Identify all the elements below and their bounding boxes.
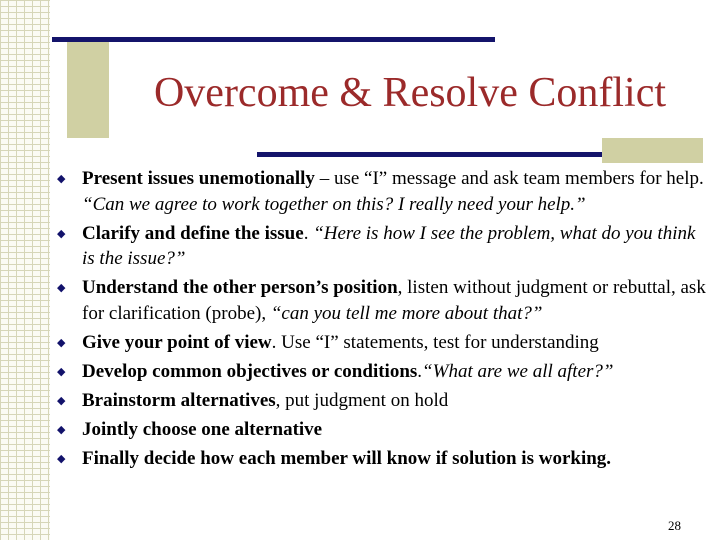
bullet-bold-text: Give your point of view [82,331,272,353]
page-number: 28 [668,518,681,533]
bullet-italic-text: “can you tell me more about that?” [270,302,543,324]
bullet-item [52,417,712,443]
bullet-bold-text: Jointly choose one alternative [82,418,323,440]
bullet-bold-text: Present issues unemotionally [82,168,315,189]
top-rule-line [52,37,495,42]
bullet-list [52,166,712,475]
bullet-text: , listen without judgment or rebuttal, ask for clarification (probe), [82,277,706,324]
bullet-item [52,221,712,272]
diamond-bullet-icon: ◆ [57,452,66,465]
bullet-text: . [417,360,423,382]
bullet-item [52,166,712,217]
bullet-bold-text: Clarify and define the issue [82,222,304,244]
diamond-bullet-icon: ◆ [57,365,66,378]
bullet-bold-text: Brainstorm alternatives [82,389,276,411]
bullet-bold-text: Develop common objectives or conditions [82,360,418,382]
bullet-italic-text: “What are we all after?” [422,360,614,382]
bullet-italic-text: “Here is how I see the problem, what do you think is the issue?” [82,222,696,269]
diamond-bullet-icon: ◆ [57,423,66,436]
diamond-bullet-icon: ◆ [57,227,66,240]
bullet-text: . [303,222,314,244]
bullet-text: . Use “I” statements, test for understanding [271,331,599,353]
bullet-bold-text: Understand the other person’s position [82,277,398,298]
bullet-item [52,359,712,385]
bullet-text: – use “I” message and ask team members for help. [314,168,704,189]
bullet-italic-text: “Can we agree to work together on this? I really need your help.” [82,193,586,215]
bullet-item [52,446,712,472]
bullet-item [52,275,712,326]
grid-pattern-decoration [0,0,50,540]
diamond-bullet-icon: ◆ [57,394,66,407]
bullet-text: , put judgment on hold [275,389,449,411]
bullet-item [52,330,712,356]
diamond-bullet-icon: ◆ [57,173,66,185]
bullet-bold-text: Finally decide how each member will know if solution is working. [82,447,612,469]
corner-accent-block [602,138,703,163]
diamond-bullet-icon: ◆ [57,336,66,349]
bullet-item [52,388,712,414]
diamond-bullet-icon: ◆ [57,282,66,294]
slide-title: Overcome & Resolve Conflict [153,70,667,116]
